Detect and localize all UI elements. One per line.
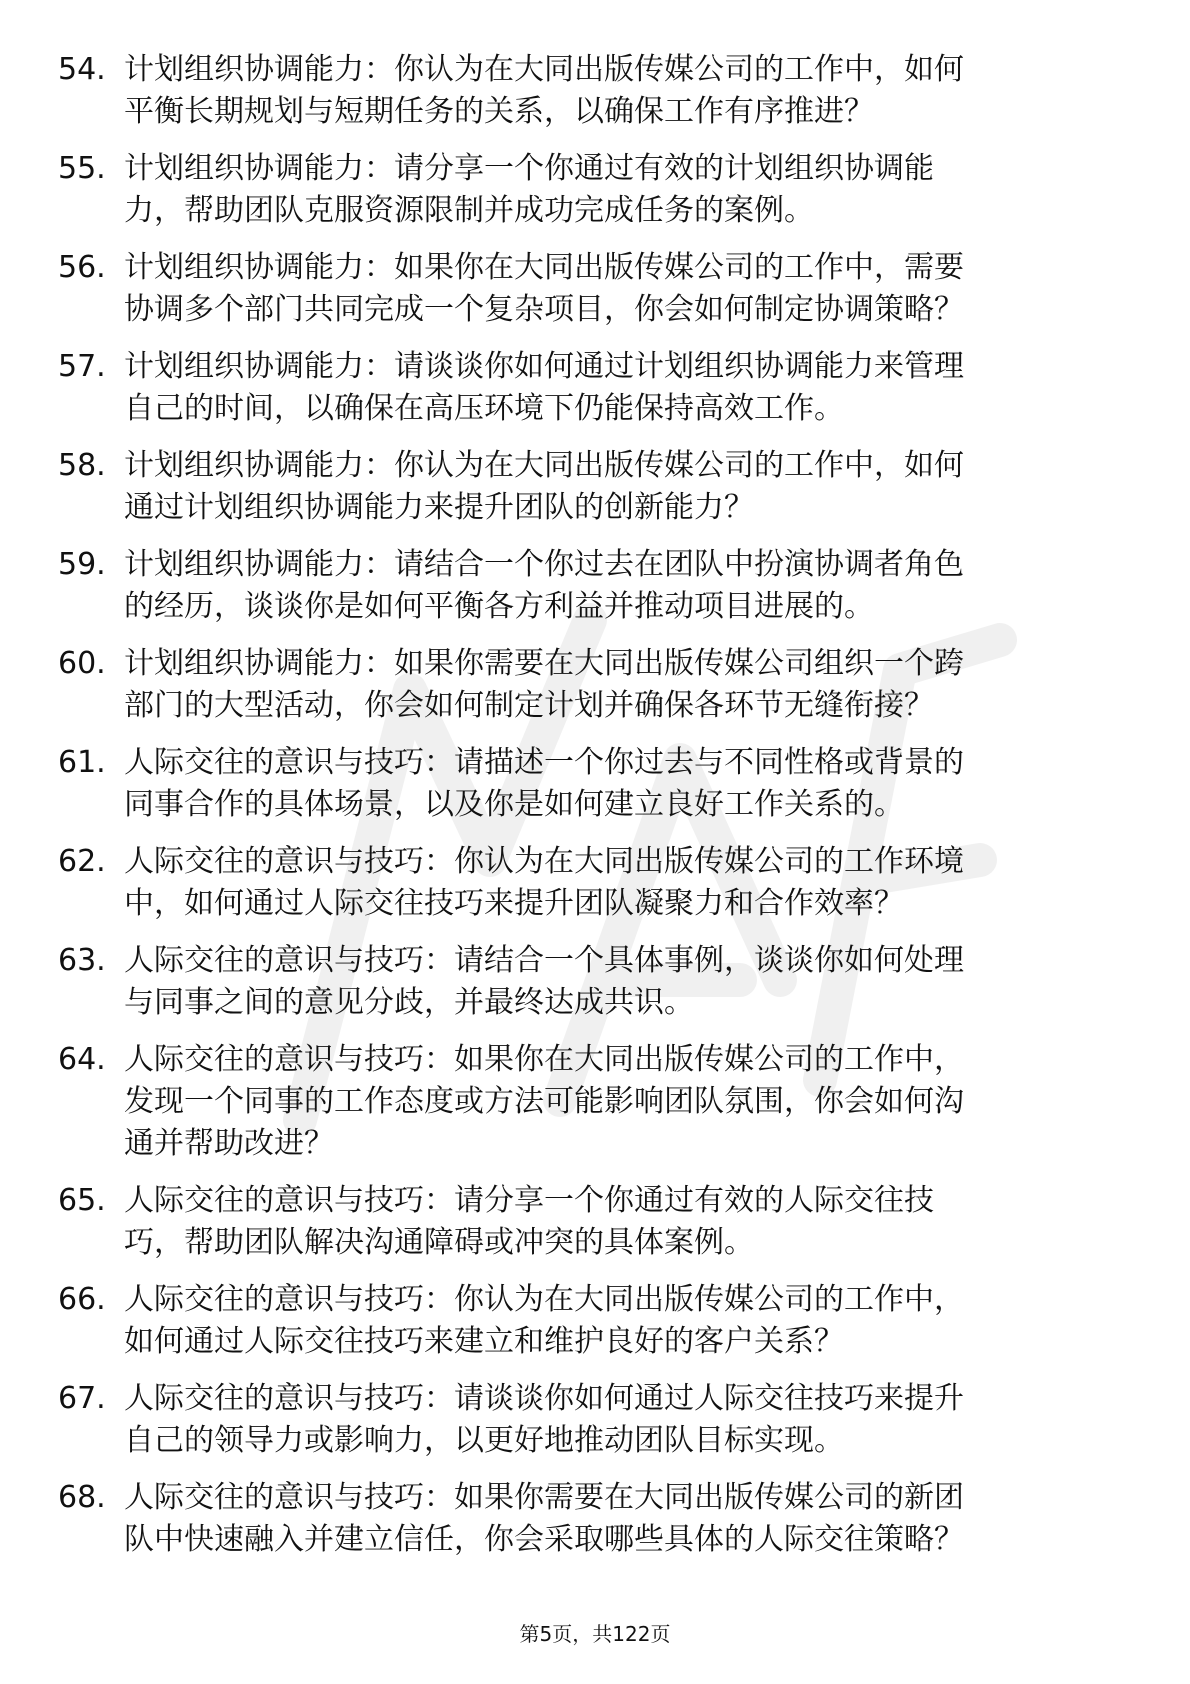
question-number: 68. bbox=[58, 1480, 106, 1515]
question-text-line: 计划组织协调能力：请谈谈你如何通过计划组织协调能力来管理 bbox=[124, 349, 964, 384]
question-text-line: 人际交往的意识与技巧：你认为在大同出版传媒公司的工作中， bbox=[124, 1282, 964, 1317]
question-text bbox=[124, 1039, 1104, 1165]
question-text-line: 计划组织协调能力：如果你在大同出版传媒公司的工作中，需要 bbox=[124, 250, 964, 285]
question-text-line: 部门的大型活动，你会如何制定计划并确保各环节无缝衔接？ bbox=[124, 688, 934, 723]
question-text-line: 人际交往的意识与技巧：请谈谈你如何通过人际交往技巧来提升 bbox=[124, 1381, 964, 1416]
question-text-line: 通并帮助改进？ bbox=[124, 1126, 334, 1161]
question-text bbox=[124, 49, 1104, 133]
question-text bbox=[124, 1279, 1104, 1363]
question-text-line: 计划组织协调能力：如果你需要在大同出版传媒公司组织一个跨 bbox=[124, 646, 964, 681]
question-text-line: 计划组织协调能力：请结合一个你过去在团队中扮演协调者角色 bbox=[124, 547, 964, 582]
question-text bbox=[124, 940, 1104, 1024]
question-text bbox=[124, 544, 1104, 628]
question-text bbox=[124, 148, 1104, 232]
question-number: 54. bbox=[58, 52, 106, 87]
question-text-line: 队中快速融入并建立信任，你会采取哪些具体的人际交往策略？ bbox=[124, 1522, 964, 1557]
question-number: 63. bbox=[58, 943, 106, 978]
question-number: 55. bbox=[58, 151, 106, 186]
question-text bbox=[124, 1477, 1104, 1561]
question-number: 65. bbox=[58, 1183, 106, 1218]
question-text-line: 同事合作的具体场景，以及你是如何建立良好工作关系的。 bbox=[124, 787, 904, 822]
question-text bbox=[124, 346, 1104, 430]
question-text bbox=[124, 742, 1104, 826]
question-number: 67. bbox=[58, 1381, 106, 1416]
question-text bbox=[124, 445, 1104, 529]
question-text-line: 与同事之间的意见分歧，并最终达成共识。 bbox=[124, 985, 694, 1020]
page-footer: 第5页，共122页 bbox=[519, 1622, 671, 1646]
question-text bbox=[124, 247, 1104, 331]
question-text-line: 人际交往的意识与技巧：请结合一个具体事例，谈谈你如何处理 bbox=[124, 943, 964, 978]
question-text-line: 人际交往的意识与技巧：请分享一个你通过有效的人际交往技 bbox=[124, 1183, 934, 1218]
question-number: 62. bbox=[58, 844, 106, 879]
question-text bbox=[124, 643, 1104, 727]
question-text-line: 通过计划组织协调能力来提升团队的创新能力？ bbox=[124, 490, 754, 525]
question-text-line: 协调多个部门共同完成一个复杂项目，你会如何制定协调策略？ bbox=[124, 292, 964, 327]
question-text-line: 如何通过人际交往技巧来建立和维护良好的客户关系？ bbox=[124, 1324, 844, 1359]
question-text bbox=[124, 841, 1104, 925]
question-text-line: 自己的领导力或影响力，以更好地推动团队目标实现。 bbox=[124, 1423, 844, 1458]
question-text-line: 发现一个同事的工作态度或方法可能影响团队氛围，你会如何沟 bbox=[124, 1084, 964, 1119]
question-text-line: 计划组织协调能力：你认为在大同出版传媒公司的工作中，如何 bbox=[124, 52, 964, 87]
question-text bbox=[124, 1378, 1104, 1462]
question-number: 60. bbox=[58, 646, 106, 681]
question-text-line: 巧，帮助团队解决沟通障碍或冲突的具体案例。 bbox=[124, 1225, 754, 1260]
question-number: 61. bbox=[58, 745, 106, 780]
question-text-line: 计划组织协调能力：请分享一个你通过有效的计划组织协调能 bbox=[124, 151, 934, 186]
question-text-line: 力，帮助团队克服资源限制并成功完成任务的案例。 bbox=[124, 193, 814, 228]
question-number: 59. bbox=[58, 547, 106, 582]
question-text-line: 人际交往的意识与技巧：如果你在大同出版传媒公司的工作中， bbox=[124, 1042, 964, 1077]
question-number: 64. bbox=[58, 1042, 106, 1077]
question-number: 58. bbox=[58, 448, 106, 483]
question-text bbox=[124, 1180, 1104, 1264]
question-text-line: 自己的时间，以确保在高压环境下仍能保持高效工作。 bbox=[124, 391, 844, 426]
question-text-line: 人际交往的意识与技巧：你认为在大同出版传媒公司的工作环境 bbox=[124, 844, 964, 879]
question-number: 66. bbox=[58, 1282, 106, 1317]
question-text-line: 人际交往的意识与技巧：如果你需要在大同出版传媒公司的新团 bbox=[124, 1480, 964, 1515]
question-text-line: 平衡长期规划与短期任务的关系，以确保工作有序推进？ bbox=[124, 94, 874, 129]
question-text-line: 计划组织协调能力：你认为在大同出版传媒公司的工作中，如何 bbox=[124, 448, 964, 483]
question-number: 56. bbox=[58, 250, 106, 285]
question-number: 57. bbox=[58, 349, 106, 384]
question-text-line: 中，如何通过人际交往技巧来提升团队凝聚力和合作效率？ bbox=[124, 886, 904, 921]
question-text-line: 人际交往的意识与技巧：请描述一个你过去与不同性格或背景的 bbox=[124, 745, 964, 780]
question-text-line: 的经历，谈谈你是如何平衡各方利益并推动项目进展的。 bbox=[124, 589, 874, 624]
